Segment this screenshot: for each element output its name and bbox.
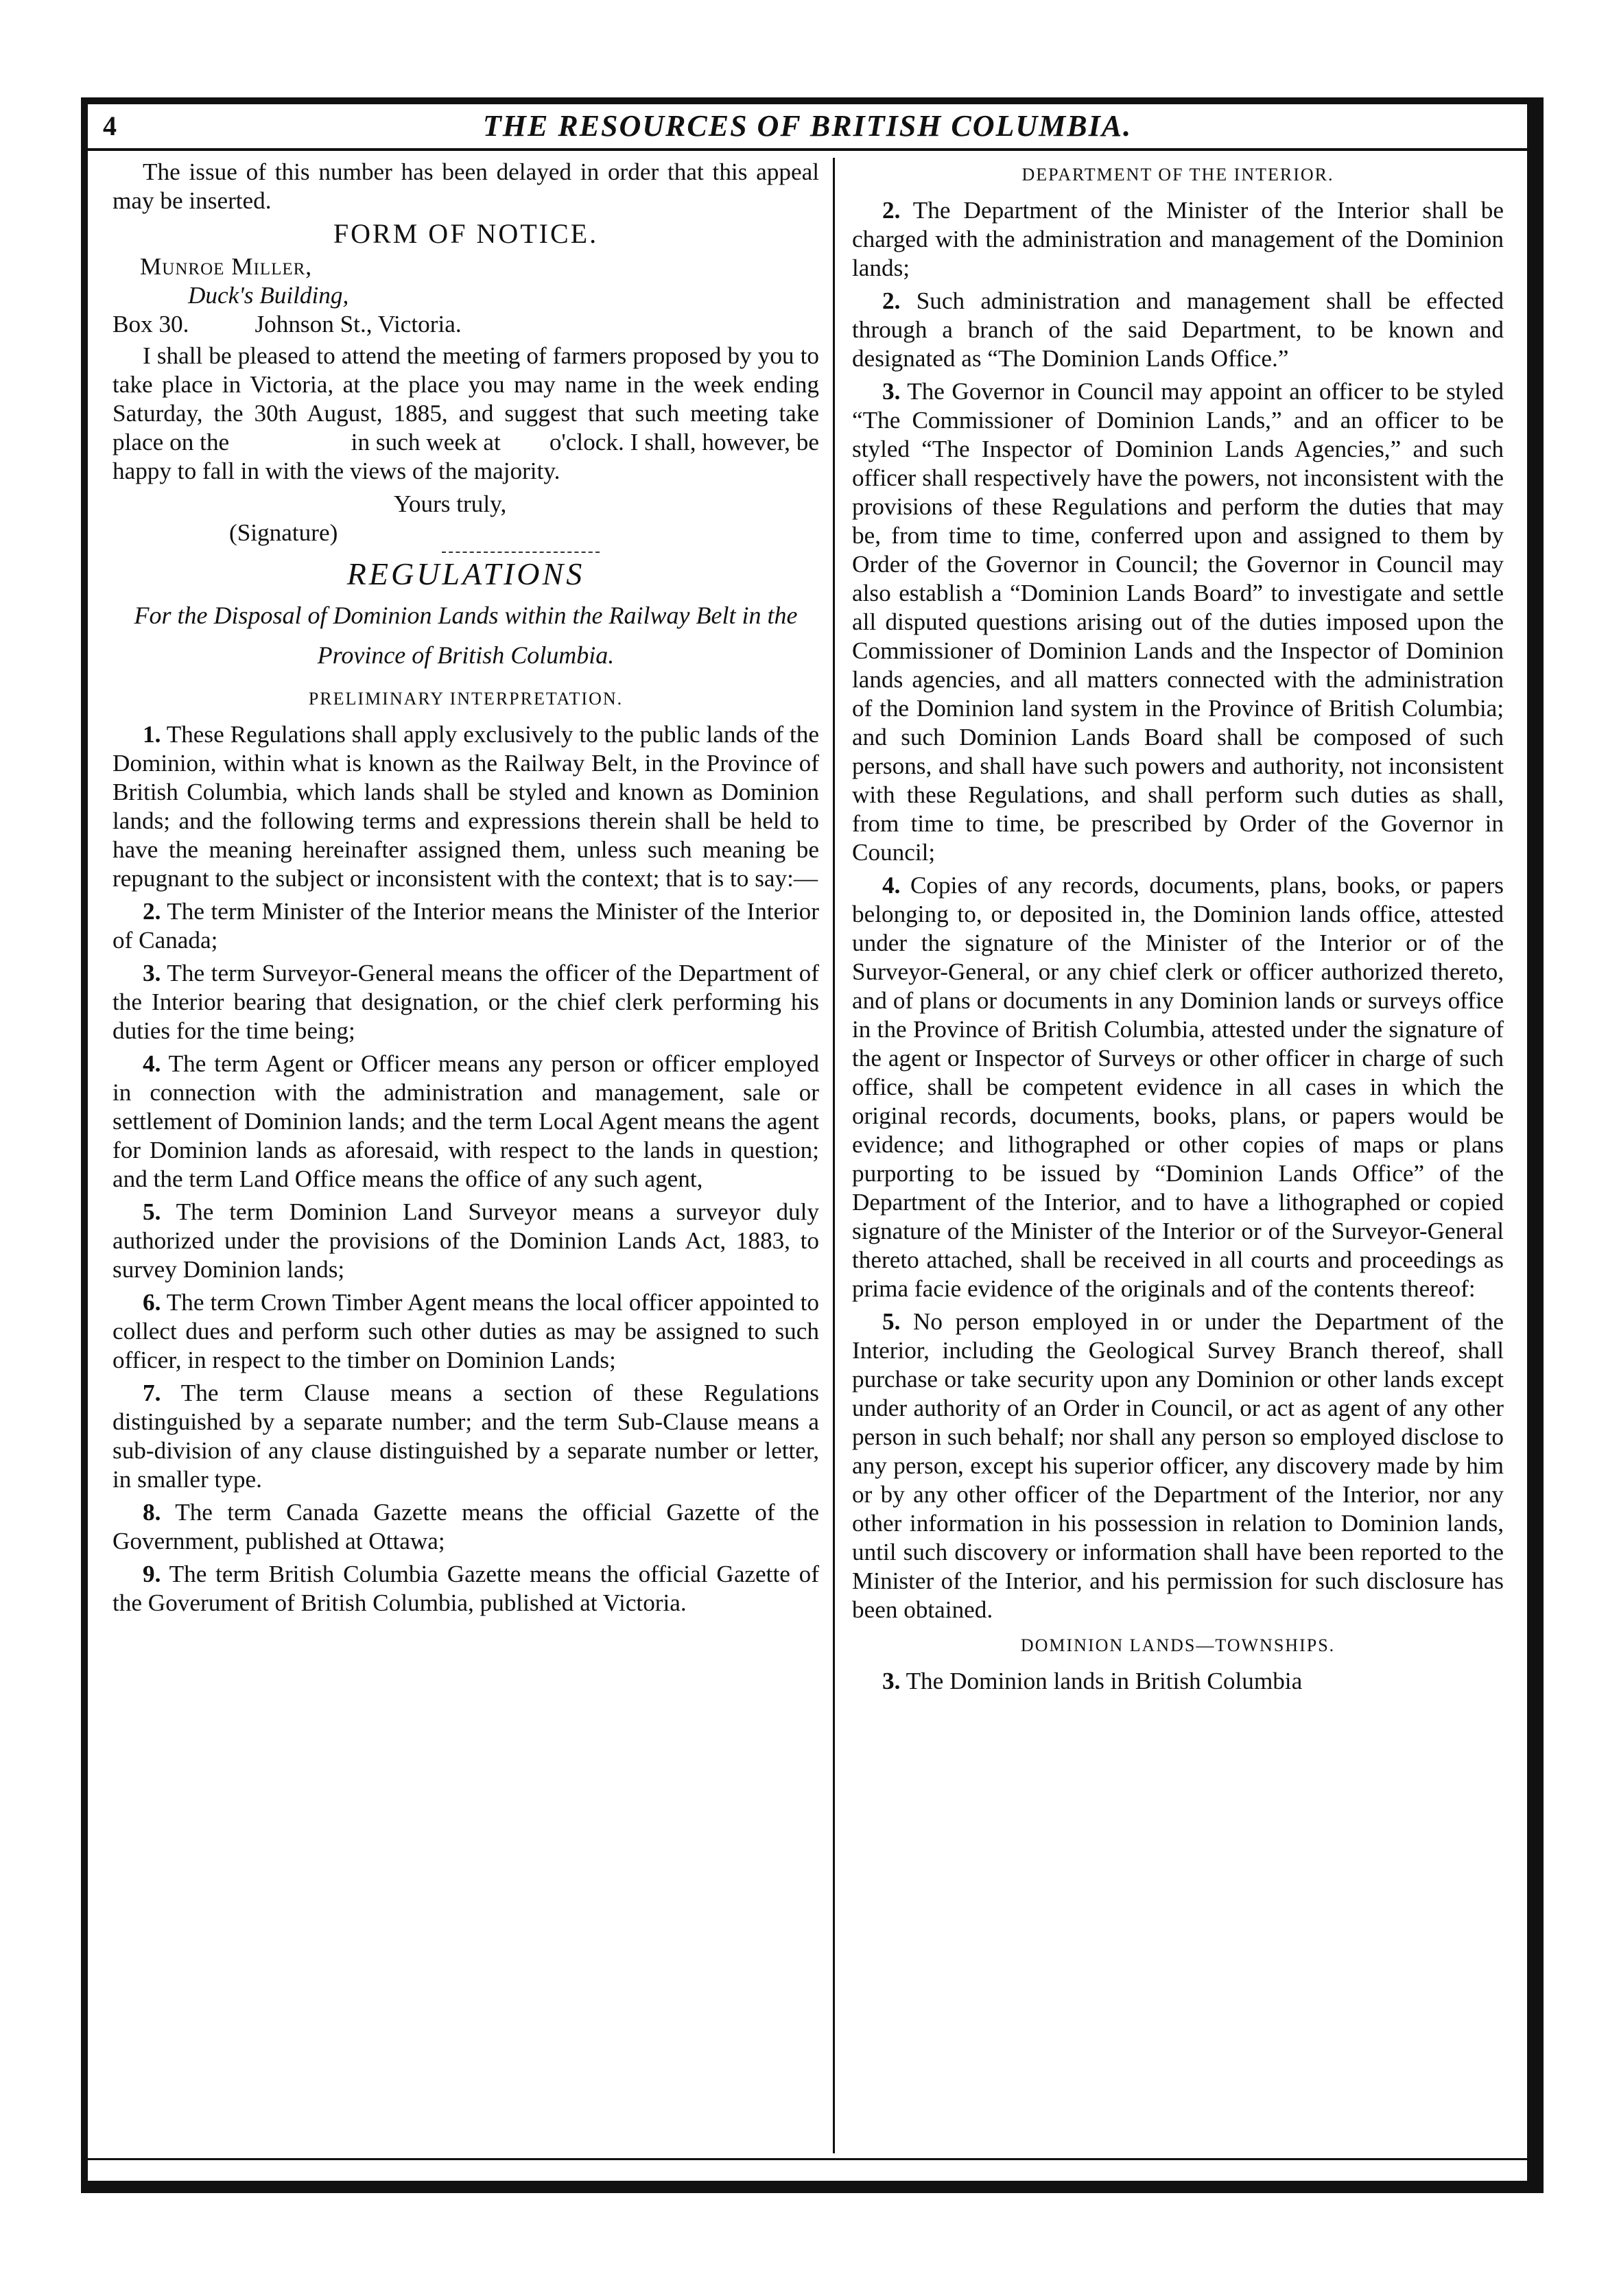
townships-heading: DOMINION LANDS—TOWNSHIPS. (1020, 1635, 1336, 1655)
address-building: Duck's Building, (188, 282, 349, 309)
intro-note: The issue of this number has been delayed in order that this appeal may be inserted. (113, 158, 819, 214)
clause-text: The Dominion lands in British Columbia (906, 1668, 1303, 1694)
clause-number: 2. (882, 197, 901, 224)
clause-number: 1. (143, 721, 161, 748)
clause-text: The term Agent or Officer means any person or officer employed in connection with the administration and management, sale or settlement of Dominion lands; and the term Local Agent means the agent for Dominion lands as aforesaid, with respect to the lands in question; and the term Land Office means the office of any such agent, (113, 1050, 819, 1192)
preliminary-heading: PRELIMINARY INTERPRETATION. (308, 689, 624, 709)
newspaper-page (81, 97, 1544, 2193)
dash-separator (442, 552, 600, 553)
clause-number: 5. (143, 1198, 161, 1225)
clause-number: 4. (882, 872, 901, 899)
department-clauses (852, 196, 1504, 1624)
bottom-rule (88, 2158, 1527, 2160)
clause-text: The term Clause means a section of these Regulations distinguished by a separate number; and the term Sub-Clause means a sub-division of any clause distinguished by a separate number or letter, in smaller type. (113, 1380, 819, 1493)
clause (852, 377, 1504, 867)
address-name: Munroe Miller, (140, 253, 313, 280)
column-divider (833, 158, 835, 2153)
clause-number: 8. (143, 1499, 161, 1526)
clause (113, 1288, 819, 1375)
clause-number: 2. (143, 898, 161, 925)
clause-text: The Department of the Minister of the Interior shall be charged with the administration and management of the Dominion lands; (852, 197, 1504, 281)
clause (852, 871, 1504, 1303)
clause (113, 1498, 819, 1556)
interpretation-clauses (113, 720, 819, 1618)
clause (113, 1050, 819, 1194)
clause-number: 5. (882, 1308, 901, 1335)
clause-text: The term Dominion Land Surveyor means a surveyor duly authorized under the provisions of the Dominion Lands Act, 1883, to survey Dominion lands; (113, 1198, 819, 1283)
clause-text: The term Surveyor-General means the officer of the Department of the Interior bearing that designation, or the chief clerk performing his duties for the time being; (113, 960, 819, 1044)
clause-text: Copies of any records, documents, plans, books, or papers belonging to, or deposited in, the Dominion lands office, attested under the signature of the Minister of the Interior or of the Surveyor-General, or any chief clerk or officer authorized thereto, and of plans or documents in any Dominion lands or surveys office in the Province of British Columbia, attested under the signature of the agent or Inspector of Surveys or other officer in charge of such office, shall be competent evidence in all cases in which the original records, documents, books, plans, or papers would be evidence; and lithographed or other copies of maps or plans purporting to be issued by “Dominion Lands Office” of the Department of the Interior, and to have a lithographed or copied signature of the Minister of the Interior or of the Surveyor-General thereto attached, shall be received in all courts and proceedings as prima facie evidence of the originals and of the contents thereof: (852, 872, 1504, 1302)
page-header (88, 104, 1527, 151)
clause-text: The term Crown Timber Agent means the local officer appointed to collect dues and perform such other duties as may be assigned to such officer, in respect to the timber on Dominion Lands; (113, 1289, 819, 1373)
notice-signature: (Signature) (229, 519, 338, 546)
address-line (113, 310, 819, 339)
address-box: Box 30. (113, 311, 189, 338)
clause (852, 196, 1504, 283)
notice-body: I shall be pleased to attend the meeting of farmers proposed by you to take place in Victoria, at the place you may name in the week ending Saturday, the 30th August, 1885, and suggest that such meeting take place on the in such week at o'clock. I shall, however, be happy to fall in with the views of the majority. (113, 342, 825, 484)
department-heading: DEPARTMENT OF THE INTERIOR. (1021, 165, 1334, 185)
clause (113, 897, 819, 955)
form-of-notice-title: FORM OF NOTICE. (333, 218, 599, 249)
clause (113, 720, 819, 893)
page-number: 4 (103, 110, 117, 141)
clause (113, 1379, 819, 1494)
clause-text: Such administration and management shall be effected through a branch of the said Department, to be known and designated as “The Dominion Lands Office.” (852, 287, 1504, 372)
clause-number: 9. (143, 1561, 161, 1587)
clause (852, 1307, 1504, 1624)
right-column (852, 158, 1504, 2153)
regulations-subtitle: For the Disposal of Dominion Lands within the Railway Belt in the Province of British Columbia. (134, 602, 798, 669)
clause-text: No person employed in or under the Department of the Interior, including the Geological Survey Branch thereof, shall purchase or take security upon any Dominion or other lands except under authority of an Order in Council, or act as agent of any other person in such behalf; nor shall any person so employed disclose to any person, except his superior officer, any discovery made by him or by any other officer of the Department of the Interior, nor any other information in his possession in relation to Dominion lands, until such discovery or information shall have been reported to the Minister of the Interior, and his permission for such disclosure has been obtained. (852, 1308, 1504, 1623)
clause-text: The Governor in Council may appoint an officer to be styled “The Commissioner of Dominion Lands,” and an officer to be styled “The Inspector of Dominion Lands Agencies,” and such officer shall respectively have the powers, not inconsistent with the provisions of these Regulations and perform the duties that may be, from time to time, conferred upon and assigned to them by Order of the Governor in Council; the Governor in Council may also establish a “Dominion Lands Board” to investigate and settle all disputed questions arising out of the duties imposed upon the Commissioner of Dominion Lands and the Inspector of Dominion lands agencies, and all matters connected with the administration of the Dominion land system in the Province of British Columbia; and such Dominion Lands Board shall be composed of such persons, and shall have such powers and authority, not inconsistent with these Regulations, and shall perform such duties as shall, from time to time, be prescribed by Order of the Governor in Council; (852, 378, 1504, 866)
clause (113, 1198, 819, 1284)
running-title: THE RESOURCES OF BRITISH COLUMBIA. (482, 109, 1133, 143)
clause-number: 4. (143, 1050, 161, 1077)
clause-text: The term Canada Gazette means the official Gazette of the Government, published at Ottawa; (113, 1499, 819, 1554)
clause-text: These Regulations shall apply exclusively to the public lands of the Dominion, within what is known as the Railway Belt, in the Province of British Columbia, which lands shall be styled and known as Dominion lands; and the following terms and expressions therein shall be held to have the meaning hereinafter assigned them, unless such meaning be repugnant to the subject or inconsistent with the context; that is to say:— (113, 721, 819, 892)
notice-closing: Yours truly, (394, 490, 507, 517)
clause (113, 959, 819, 1045)
address-street: Johnson St., Victoria. (255, 311, 462, 338)
regulations-title: REGULATIONS (346, 556, 585, 591)
left-column (113, 158, 825, 2153)
clause-text: The term British Columbia Gazette means the official Gazette of the Goverument of British Columbia, published at Victoria. (113, 1561, 819, 1616)
clause-text: The term Minister of the Interior means the Minister of the Interior of Canada; (113, 898, 819, 954)
clause (113, 1560, 819, 1618)
clause-number: 6. (143, 1289, 161, 1316)
clause-number: 3. (143, 960, 161, 986)
townships-clause (852, 1667, 1504, 1696)
clause-number: 3. (882, 1668, 901, 1694)
clause-number: 7. (143, 1380, 161, 1406)
clause-number: 2. (882, 287, 901, 314)
clause (852, 287, 1504, 373)
clause-number: 3. (882, 378, 901, 405)
